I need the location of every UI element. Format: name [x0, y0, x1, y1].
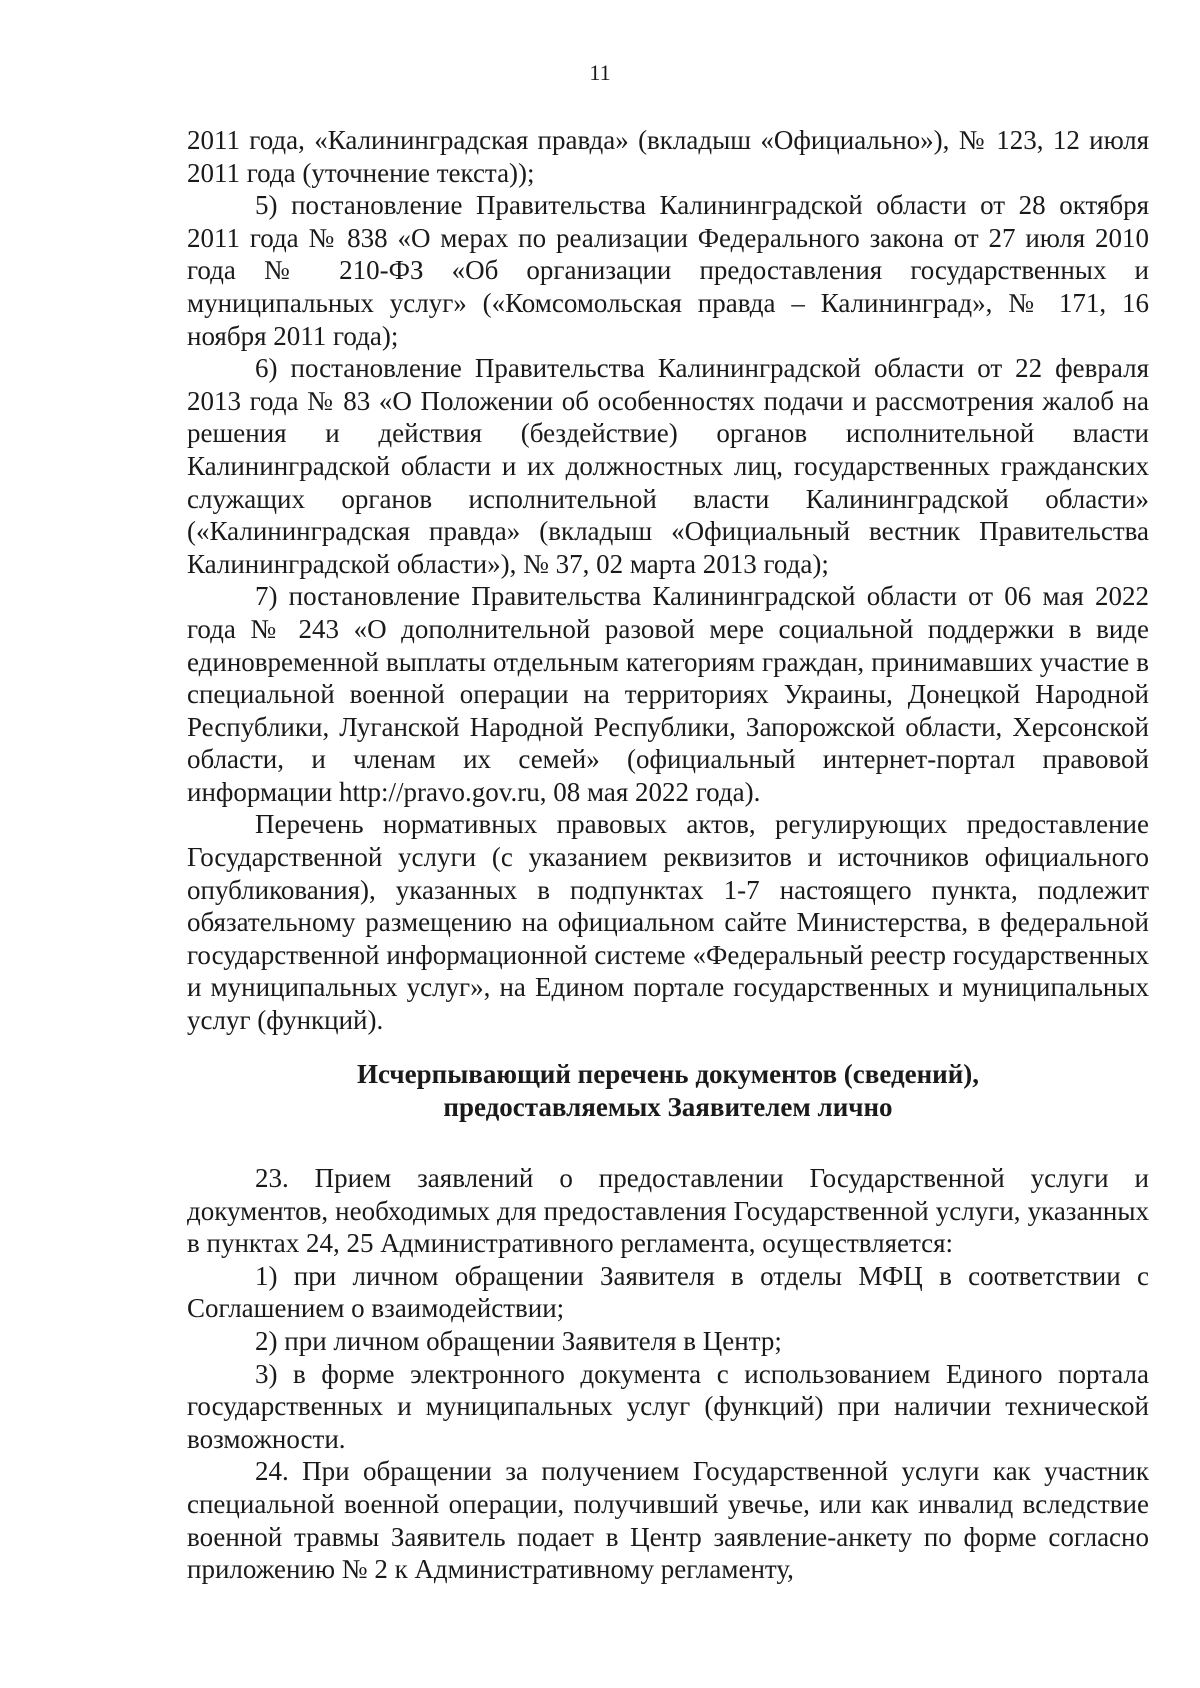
- body-text-top: [187, 124, 1149, 1037]
- paragraph-item-5: 5) постановление Правительства Калининградской области от 28 октября 2011 года № 838 «О мерах по реализации Федерального закона от 27 июля 2010 года № 210-ФЗ «Об организации предоставления государственных и муниципальных услуг» («Комсомольская правда – Калининград», № 171, 16 ноября 2011 года);: [187, 190, 1149, 351]
- section-heading: [187, 1058, 1149, 1123]
- paragraph-item-7: 7) постановление Правительства Калининградской области от 06 мая 2022 года № 243 «О дополнительной разовой мере социальной поддержки в виде единовременной выплаты отдельным категориям граждан, принимавших участие в специальной военной операции на территориях Украины, Донецкой Народной Республики, Луганской Народной Республики, Запорожской области, Херсонской области, и членам их семей» (официальный интернет-портал правовой информации http://pravo.gov.ru, 08 мая 2022 года).: [187, 581, 1149, 807]
- paragraph-clause-23-item-2: 2) при личном обращении Заявителя в Центр;: [255, 1325, 782, 1356]
- paragraph-clause-24: 24. При обращении за получением Государственной услуги как участник специальной военной операции, получивший увечье, или как инвалид вследствие военной травмы Заявитель подает в Центр заявление-анкету по форме согласно приложению № 2 к Административному регламенту,: [187, 1456, 1149, 1585]
- paragraph-continuation: 2011 года, «Калининградская правда» (вкладыш «Официально»), № 123, 12 июля 2011 года (уточнение текста));: [187, 125, 1149, 188]
- paragraph-clause-23: 23. Прием заявлений о предоставлении Государственной услуги и документов, необходимых для предоставления Государственной услуги, указанных в пунктах 24, 25 Административного регламента, осуществляется:: [187, 1163, 1149, 1259]
- paragraph-clause-23-item-1: 1) при личном обращении Заявителя в отделы МФЦ в соответствии с Соглашением о взаимодействии;: [187, 1260, 1149, 1324]
- paragraph-clause-23-item-3: 3) в форме электронного документа с использованием Единого портала государственных и муниципальных услуг (функций) при наличии технической возможности.: [187, 1358, 1149, 1454]
- section-heading-line-2: предоставляемых Заявителем лично: [443, 1091, 893, 1122]
- page-number: 11: [589, 60, 611, 85]
- body-text-bottom: [187, 1162, 1149, 1586]
- section-heading-line-1: Исчерпывающий перечень документов (сведений),: [356, 1059, 980, 1089]
- paragraph-list-note: Перечень нормативных правовых актов, регулирующих предоставление Государственной услуги (с указанием реквизитов и источников официального опубликования), указанных в подпунктах 1-7 настоящего пункта, подлежит обязательному размещению на официальном сайте Министерства, в федеральной государственной информационной системе «Федеральный реестр государственных и муниципальных услуг», на Едином портале государственных и муниципальных услуг (функций).: [187, 809, 1149, 1036]
- paragraph-item-6: 6) постановление Правительства Калининградской области от 22 февраля 2013 года № 83 «О Положении об особенностях подачи и рассмотрения жалоб на решения и действия (бездействие) органов исполнительной власти Калининградской области и их должностных лиц, государственных гражданских служащих органов исполнительной власти Калининградской области» («Калининградская правда» (вкладыш «Официальный вестник Правительства Калининградской области»), № 37, 02 марта 2013 года);: [187, 353, 1149, 579]
